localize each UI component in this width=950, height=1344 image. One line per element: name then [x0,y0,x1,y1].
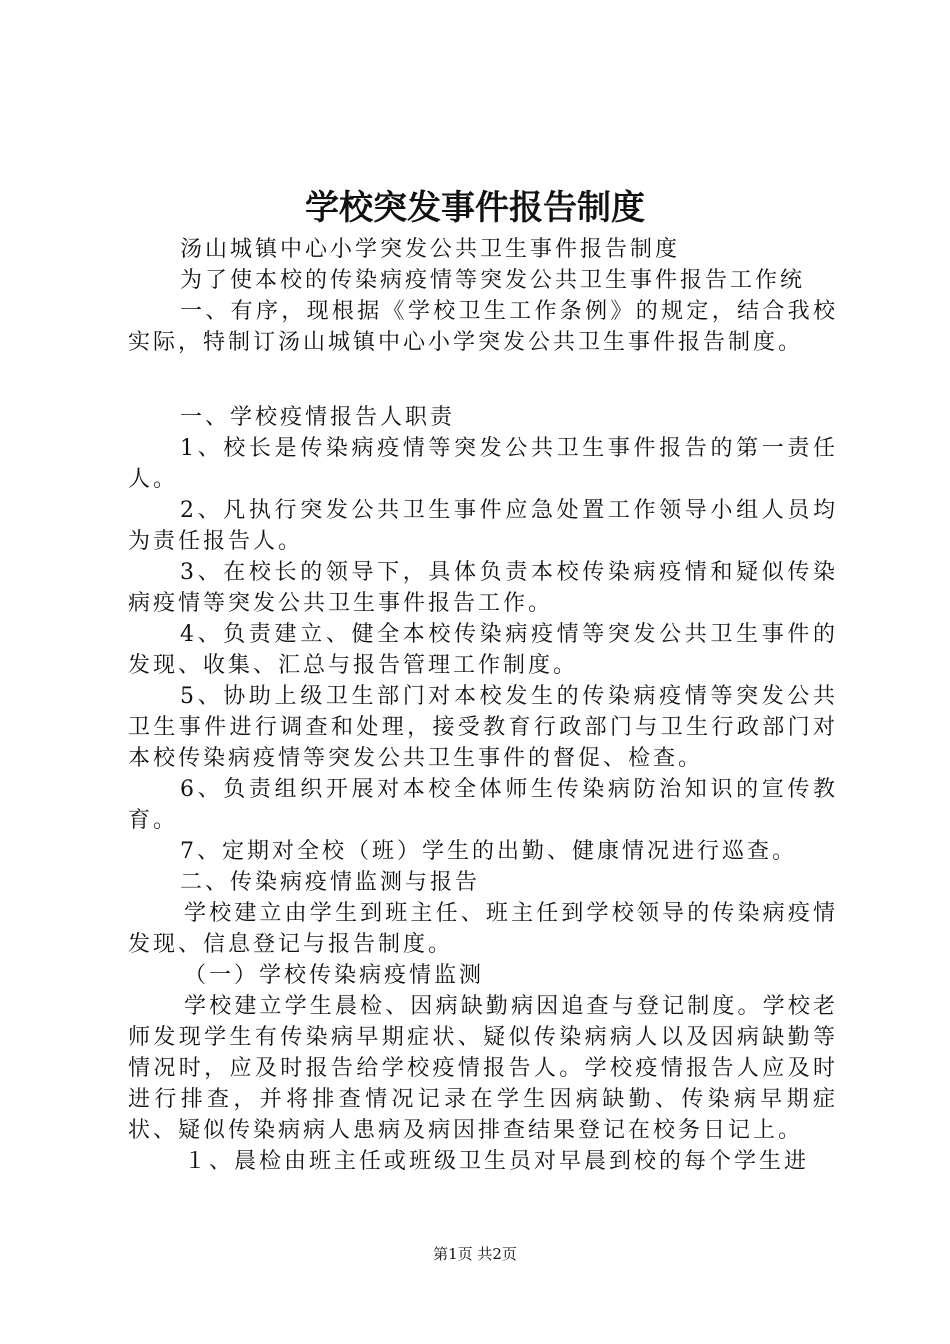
paragraph-item-7: 7、定期对全校（班）学生的出勤、健康情况进行巡查。 [180,839,797,864]
document-body [128,234,838,1177]
section-heading-2: 二、传染病疫情监测与报告 [180,870,481,895]
document-title: 学校突发事件报告制度 [305,188,645,228]
page-footer: 第1页 共2页 [433,1245,517,1263]
paragraph-item-1: 1、校长是传染病疫情等突发公共卫生事件报告的第一责任人。 [128,436,838,492]
paragraph-monitoring: 学校建立学生晨检、因病缺勤病因追查与登记制度。学校老师发现学生有传染病早期症状、疑似传染病病人以及因病缺勤等情况时，应及时报告给学校疫情报告人。学校疫情报告人应及时进行排查，并将排查情况记录在学生因病缺勤、传染病早期症状、疑似传染病病人患病及病因排查结果登记在校务日记上。 [128,994,838,1143]
paragraph-morning-check: １、晨检由班主任或班级卫生员对早晨到校的每个学生进 [184,1149,810,1174]
paragraph-gap [128,358,838,402]
paragraph-intro-cont: 一、有序，现根据《学校卫生工作条例》的规定，结合我校实际，特制订汤山城镇中心小学突发公共卫生事件报告制度。 [128,299,838,355]
paragraph-item-3: 3、在校长的领导下，具体负责本校传染病疫情和疑似传染病疫情等突发公共卫生事件报告工作。 [128,560,838,616]
paragraph-subtitle: 汤山城镇中心小学突发公共卫生事件报告制度 [180,237,681,262]
paragraph-item-6: 6、负责组织开展对本校全体师生传染病防治知识的宣传教育。 [128,777,838,833]
paragraph-item-4: 4、负责建立、健全本校传染病疫情等突发公共卫生事件的发现、收集、汇总与报告管理工作制度。 [128,622,838,678]
subsection-heading-1: （一）学校传染病疫情监测 [184,963,485,988]
paragraph-reporting-system: 学校建立由学生到班主任、班主任到学校领导的传染病疫情发现、信息登记与报告制度。 [128,901,838,957]
paragraph-intro: 为了使本校的传染病疫情等突发公共卫生事件报告工作统 [180,268,806,293]
paragraph-item-5: 5、协助上级卫生部门对本校发生的传染病疫情等突发公共卫生事件进行调查和处理，接受教育行政部门与卫生行政部门对本校传染病疫情等突发公共卫生事件的督促、检查。 [128,684,838,771]
section-heading-1: 一、学校疫情报告人职责 [180,405,456,430]
paragraph-item-2: 2、凡执行突发公共卫生事件应急处置工作领导小组人员均为责任报告人。 [128,498,838,554]
